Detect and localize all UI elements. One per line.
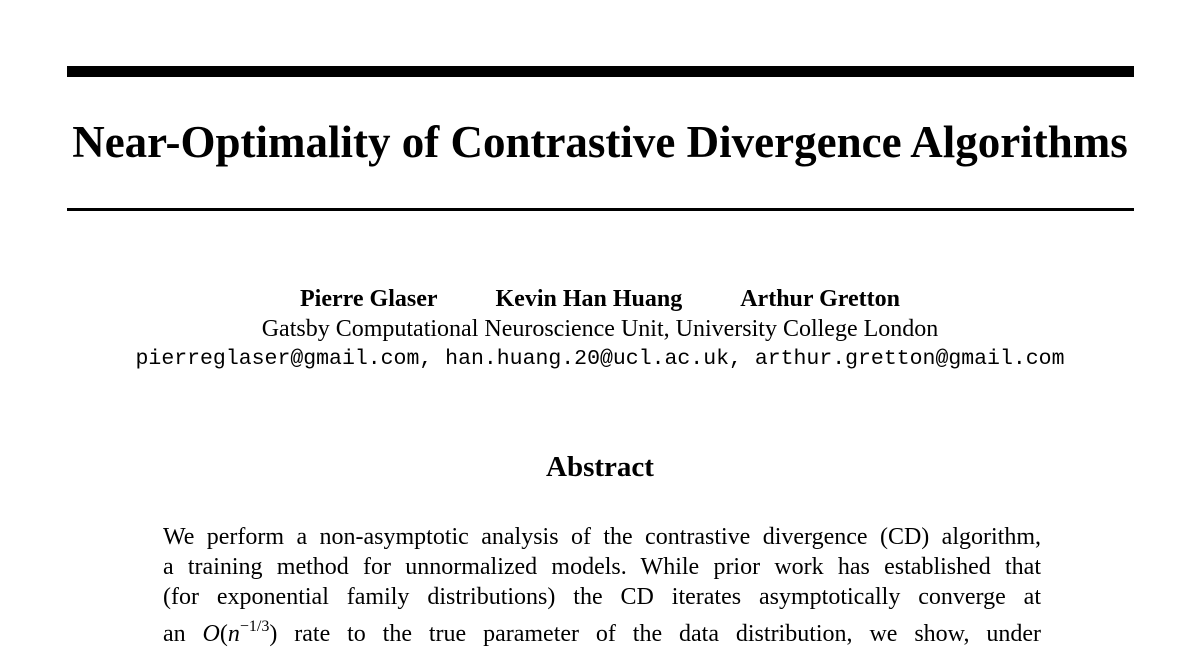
- abstract-line: We perform a non-asymptotic analysis of the contrastive divergence (CD) algorithm,: [163, 524, 1041, 550]
- abstract-text: an: [163, 621, 203, 647]
- title-top-rule: [67, 66, 1134, 77]
- abstract-line: (for exponential family distributions) the CD iterates asymptotically converge at: [163, 584, 1041, 610]
- math-paren: ): [269, 621, 278, 647]
- abstract-body: [163, 522, 1041, 647]
- author-name: Kevin Han Huang: [495, 286, 683, 312]
- author-emails: pierreglaser@gmail.com, han.huang.20@ucl.ac.uk, arthur.gretton@gmail.com: [135, 347, 1065, 371]
- author-affiliation: Gatsby Computational Neuroscience Unit, University College London: [261, 316, 939, 342]
- paper-title: Near-Optimality of Contrastive Divergence Algorithms: [72, 117, 1128, 167]
- math-base: n: [227, 621, 240, 647]
- abstract-line-with-math: [163, 612, 1041, 647]
- math-paren: (: [219, 621, 228, 647]
- abstract-line: a training method for unnormalized models. While prior work has established that: [163, 554, 1041, 580]
- author-name: Pierre Glaser: [300, 286, 438, 312]
- math-symbol: O: [202, 621, 220, 647]
- title-bottom-rule: [67, 208, 1134, 211]
- abstract-text: rate to the true parameter of the data distribution, we show, under: [277, 621, 1041, 647]
- author-list: [0, 284, 1200, 314]
- abstract-heading: Abstract: [546, 451, 654, 483]
- author-name: Arthur Gretton: [740, 286, 900, 312]
- math-exponent: −1/3: [239, 618, 270, 635]
